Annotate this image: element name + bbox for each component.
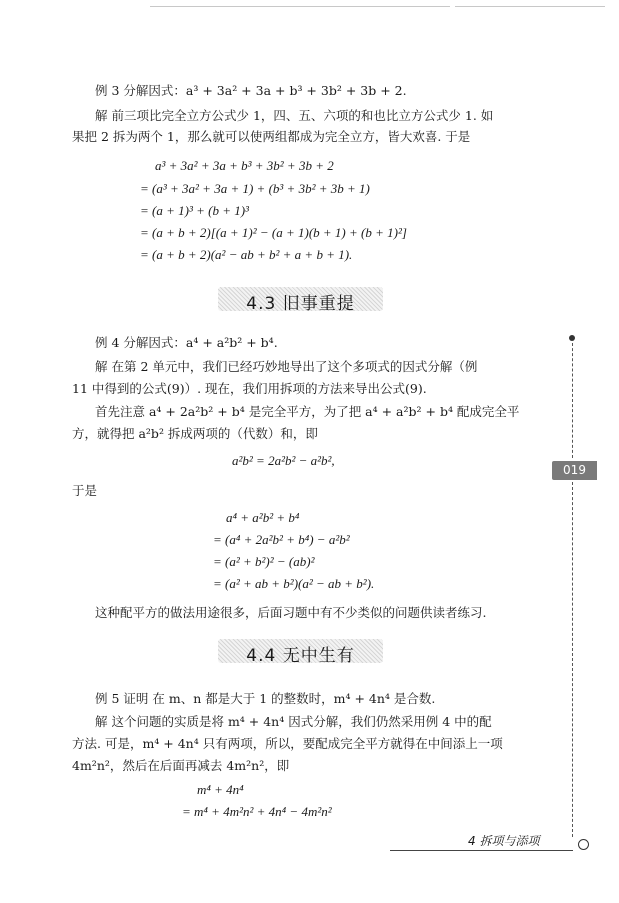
footer-rule — [390, 850, 573, 851]
example-4-connector: 于是 — [72, 483, 98, 498]
example-3-step-5: = (a + b + 2)(a² − ab + b² + a + b + 1). — [140, 247, 353, 262]
running-footer: 4 拆项与添项 — [468, 834, 540, 848]
section-4-3-title: 4.3 旧事重提 — [246, 294, 355, 314]
example-3-title: 例 3 分解因式：a³ + 3a² + 3a + b³ + 3b² + 3b + 2. — [95, 83, 407, 98]
example-4-step-1: a⁴ + a²b² + b⁴ — [226, 510, 300, 525]
example-4-step-4: = (a² + ab + b²)(a² − ab + b²). — [213, 576, 375, 591]
top-rule-left — [150, 6, 450, 7]
page-number-tab: 019 — [552, 461, 597, 480]
example-3-step-3: = (a + 1)³ + (b + 1)³ — [140, 203, 249, 218]
section-4-3-heading — [218, 287, 383, 314]
example-5-solution-line-3: 4m²n²，然后在后面再减去 4m²n²，即 — [72, 758, 290, 773]
example-3-step-2: = (a³ + 3a² + 3a + 1) + (b³ + 3b² + 3b + 1) — [140, 181, 370, 196]
footer-circle-icon — [578, 839, 589, 850]
example-4-title: 例 4 分解因式：a⁴ + a²b² + b⁴. — [95, 335, 278, 350]
example-3-solution-line-2: 果把 2 拆为两个 1，那么就可以使两组都成为完全立方，皆大欢喜. 于是 — [72, 129, 471, 144]
example-4-solution-line-1: 解 在第 2 单元中，我们已经巧妙地导出了这个多项式的因式分解（例 — [95, 359, 478, 374]
example-4-para-2-line-2: 方，就得把 a²b² 拆成两项的（代数）和，即 — [72, 426, 318, 441]
example-5-step-2: = m⁴ + 4m²n² + 4n⁴ − 4m²n² — [182, 804, 332, 819]
margin-dashed-line-upper — [572, 343, 573, 458]
top-rule-right — [455, 6, 605, 7]
margin-dashed-line-lower — [572, 482, 573, 837]
section-4-4-title: 4.4 无中生有 — [246, 646, 355, 666]
example-5-solution-line-2: 方法. 可是，m⁴ + 4n⁴ 只有两项，所以，要配成完全平方就得在中间添上一项 — [72, 736, 503, 751]
example-3-step-4: = (a + b + 2)[(a + 1)² − (a + 1)(b + 1) + (b + 1)²] — [140, 225, 407, 240]
example-4-solution-line-2: 11 中得到的公式(9)）. 现在，我们用拆项的方法来导出公式(9). — [72, 381, 427, 396]
example-5-step-1: m⁴ + 4n⁴ — [197, 782, 244, 797]
example-5-title: 例 5 证明 在 m、n 都是大于 1 的整数时，m⁴ + 4n⁴ 是合数. — [95, 691, 436, 706]
example-3-solution-line-1: 解 前三项比完全立方公式少 1，四、五、六项的和也比立方公式少 1. 如 — [95, 108, 494, 123]
example-5-solution-line-1: 解 这个问题的实质是将 m⁴ + 4n⁴ 因式分解，我们仍然采用例 4 中的配 — [95, 714, 492, 729]
example-4-step-2: = (a⁴ + 2a²b² + b⁴) − a²b² — [213, 532, 350, 547]
example-4-step-3: = (a² + b²)² − (ab)² — [213, 554, 315, 569]
example-4-para-2-line-1: 首先注意 a⁴ + 2a²b² + b⁴ 是完全平方，为了把 a⁴ + a²b² + b⁴ 配成完全平 — [95, 404, 520, 419]
example-3-step-1: a³ + 3a² + 3a + b³ + 3b² + 3b + 2 — [155, 158, 334, 173]
example-4-center-equation: a²b² = 2a²b² − a²b², — [232, 453, 335, 468]
margin-dot — [569, 335, 575, 341]
section-4-4-heading — [218, 639, 383, 666]
example-4-closing: 这种配平方的做法用途很多，后面习题中有不少类似的问题供读者练习. — [95, 605, 487, 620]
